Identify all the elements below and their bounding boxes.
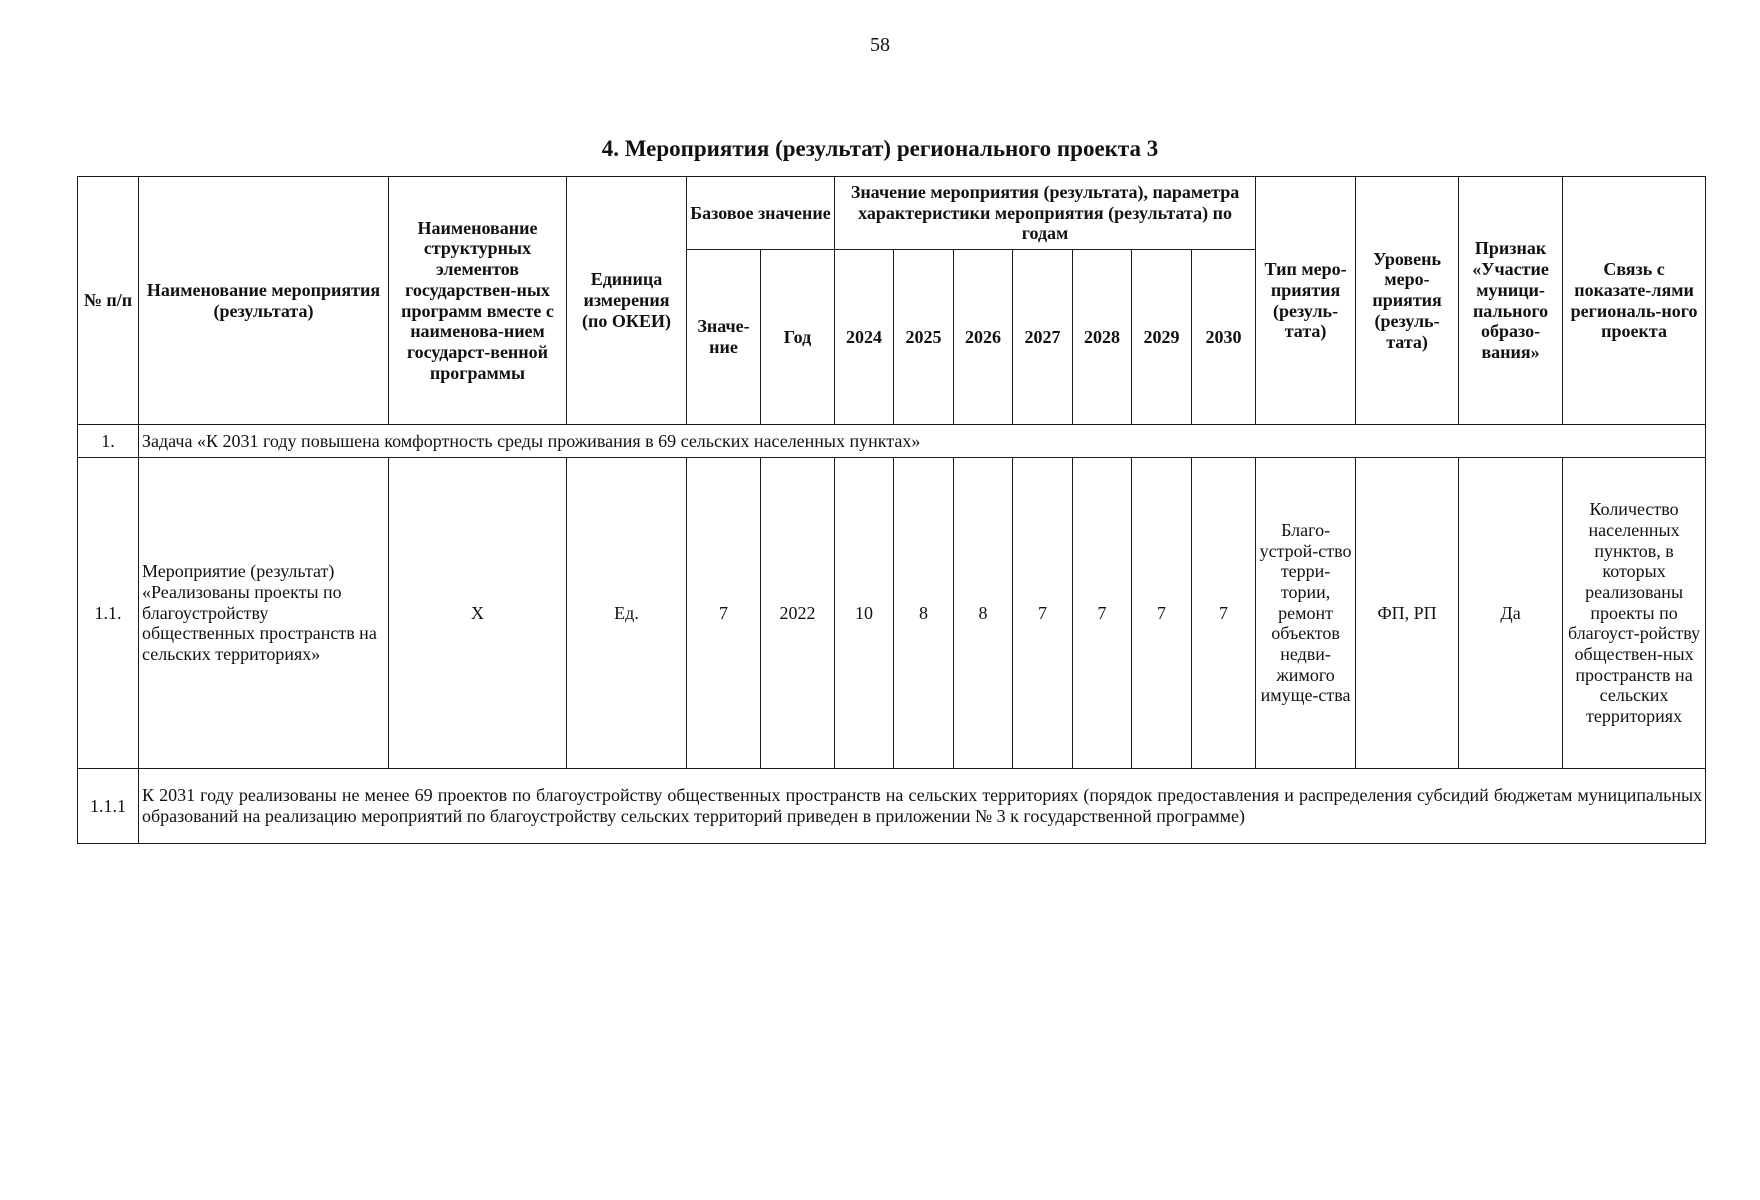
event-base-year: 2022 (761, 458, 835, 769)
header-year-2027: 2027 (1013, 250, 1073, 425)
task-num: 1. (78, 425, 139, 458)
event-link: Количество населенных пунктов, в которых реализованы проекты по благоуст-ройству обществен-ных пространств на сельских территориях (1563, 458, 1706, 769)
event-value-2025: 8 (894, 458, 954, 769)
event-value-2028: 7 (1073, 458, 1132, 769)
header-year-2030: 2030 (1192, 250, 1256, 425)
page-number: 58 (870, 34, 890, 56)
header-year-2028: 2028 (1073, 250, 1132, 425)
header-base-year: Год (761, 250, 835, 425)
event-num: 1.1. (78, 458, 139, 769)
header-sign: Признак «Участие муници-пального образо-вания» (1459, 177, 1563, 425)
events-table (77, 176, 1706, 844)
header-level: Уровень меро-приятия (резуль-тата) (1356, 177, 1459, 425)
event-type: Благо-устрой-ство терри-тории, ремонт объектов недви-жимого имуще-ства (1256, 458, 1356, 769)
header-year-2029: 2029 (1132, 250, 1192, 425)
event-level: ФП, РП (1356, 458, 1459, 769)
header-base-value: Значе-ние (687, 250, 761, 425)
header-year-2026: 2026 (954, 250, 1013, 425)
event-value-2026: 8 (954, 458, 1013, 769)
header-structural: Наименование структурных элементов государствен-ных программ вместе с наименова-нием государст-венной программы (389, 177, 567, 425)
header-unit: Единица измерения (по ОКЕИ) (567, 177, 687, 425)
header-link: Связь с показате-лями региональ-ного проекта (1563, 177, 1706, 425)
event-value-2027: 7 (1013, 458, 1073, 769)
event-unit: Ед. (567, 458, 687, 769)
event-base-value: 7 (687, 458, 761, 769)
header-year-2025: 2025 (894, 250, 954, 425)
event-value-2029: 7 (1132, 458, 1192, 769)
task-text: Задача «К 2031 году повышена комфортность среды проживания в 69 сельских населенных пунктах» (139, 425, 1706, 458)
table-row-task (78, 425, 1706, 458)
event-sign: Да (1459, 458, 1563, 769)
event-name: Мероприятие (результат) «Реализованы проекты по благоустройству общественных пространств на сельских территориях» (139, 458, 389, 769)
event-structural: X (389, 458, 567, 769)
header-values-group: Значение мероприятия (результата), параметра характеристики мероприятия (результата) по годам (835, 177, 1256, 250)
table-row-description (78, 769, 1706, 844)
event-value-2030: 7 (1192, 458, 1256, 769)
desc-num: 1.1.1 (78, 769, 139, 844)
section-title: 4. Мероприятия (результат) регионального проекта 3 (601, 136, 1159, 161)
header-num: № п/п (78, 177, 139, 425)
header-year-2024: 2024 (835, 250, 894, 425)
desc-text: К 2031 году реализованы не менее 69 проектов по благоустройству общественных пространств на сельских территориях (порядок предоставления и распределения субсидий бюджетам муниципальных образований на реализацию мероприятий по благоустройству сельских территорий приведен в приложении № 3 к государственной программе) (139, 769, 1706, 844)
event-value-2024: 10 (835, 458, 894, 769)
header-type: Тип меро-приятия (резуль-тата) (1256, 177, 1356, 425)
header-name: Наименование мероприятия (результата) (139, 177, 389, 425)
header-base-group: Базовое значение (687, 177, 835, 250)
table-row-event (78, 458, 1706, 769)
